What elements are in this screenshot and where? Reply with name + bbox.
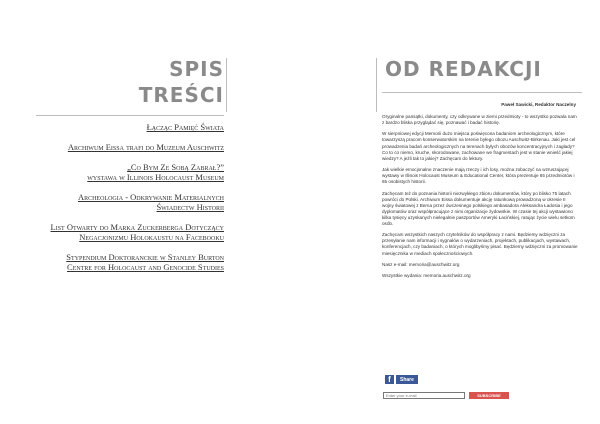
toc-title (104, 56, 224, 108)
editorial-paragraph: Oryginalne pamiątki, dokumenty, czy odkrywane w ziemi przedmioty - to wszystko pozwala nam z bardzo bliska przyglądać się, poznawać i badać historię. (382, 114, 577, 126)
editorial-paragraph: Zachęcam wszystkich naszych czytelników do współpracy z nami. Będziemy wdzięczni za przesyłanie nam informacji i sygnałów o wydarzeniach, projektach, publikacjach, wystawach, konferencjach, czy badaniach, o których moglibyśmy pisać. Będziemy wdzięczni za promowanie miesięcznika w mediach społecznościowych. (382, 232, 578, 256)
all-editions: Wszystkie wydania: memoria.auschwitz.org (382, 273, 471, 279)
editorial-divider (382, 92, 582, 93)
editorial-title: OD REDAKCJI (385, 57, 542, 81)
subscribe-form (383, 392, 509, 399)
toc-link-holocaust-denial[interactable]: Negacjonizmu Holokaustu na Facebooku (79, 232, 224, 242)
share-widget (385, 375, 418, 384)
toc-title-line2: TREŚCI (138, 83, 224, 107)
toc-link-archaeology-evidence[interactable]: Świadectw Historii (156, 202, 224, 212)
facebook-icon[interactable]: f (385, 375, 394, 384)
toc-link-memory-world[interactable]: Łącząc Pamięć Świata (146, 122, 224, 132)
share-button[interactable]: Share (396, 375, 418, 384)
toc-link-scholarship[interactable]: Stypendium Doktoranckie w Stanley Burton (66, 252, 224, 262)
toc-link-illinois-exhibition[interactable]: wystawa w Illinois Holocaust Museum (87, 172, 224, 182)
editorial-body (382, 114, 578, 284)
toc-link-what-would-i-take[interactable]: „Co Bym Ze Sobą Zabrał?” (127, 162, 224, 172)
contact-email: Nasz e-mail: memoria@auschwitz.org (382, 261, 460, 267)
editorial-paragraph: Jak wielkie emocjonalne znaczenie mają rzeczy i ich losy, można zobaczyć na wzruszającej wystawy w Illinois Holocaust Museum & Educational Center, która prezentuje 65 przedmiotów i 65 osobistych historii. (382, 167, 575, 185)
editorial-paragraph: Zachęcam też do poznania historii niezwykłego zbioru dokumentów, który po blisko 75 latach powróci do Polski. Archiwum Eissa dokumentuje akcję ratunkową prowadzoną w okresie II wojny światowej z Berna przez ówczesnego polskiego ambasadora Aleksandra Ładosia i jego dyplomatów oraz współpracujące z nimi organizacje żydowskie. W czasie tej akcji wystawiono kilka tysięcy uzyskanych nielegalnie paszportów Ameryki Łacińskiej, ratując życie wielu setkom osób. (382, 190, 575, 226)
toc-link-stanley-burton-centre[interactable]: Centre for Holocaust and Genocide Studies (67, 262, 224, 272)
toc-list (34, 122, 224, 282)
editorial-page (300, 0, 600, 424)
email-input[interactable]: Enter your e-mail (383, 392, 465, 399)
editorial-paragraph: W sierpniowej edycji Memorii dużo miejsca poświęcona badaniom archeologicznym, które towarzyszą pracom konserwatorskim na terenie byłego obozu Auschwitz-Birkenau. Jaki jest cel prowadzenia badań archeologicznych na terenach byłych obozów koncentracyjnych i zagłady? Co to co niemo, kruche, skorodowane, zachowane we fragmentach jest w stanie wnieść jakiej wiedzy? A jeżli tak to jakiej? Zachęcam do lektury. (382, 131, 576, 161)
editorial-title-rule (376, 58, 377, 112)
editorial-byline: Paweł Sawicki, Redaktor Naczelny (501, 102, 576, 107)
toc-link-archaeology[interactable]: Archeologia - Odkrywanie Materialnych (77, 192, 224, 202)
subscribe-button[interactable]: SUBSCRIBE (469, 392, 509, 399)
toc-title-rule (226, 58, 227, 112)
toc-link-zuckerberg-letter[interactable]: List Otwarty do Marka Zuckerberga Dotyczący (50, 222, 224, 232)
toc-link-eiss-archive[interactable]: Archiwum Eissa trafi do Muzeum Auschwitz (67, 142, 224, 152)
toc-title-line1: SPIS (169, 57, 224, 81)
toc-divider (36, 115, 224, 116)
